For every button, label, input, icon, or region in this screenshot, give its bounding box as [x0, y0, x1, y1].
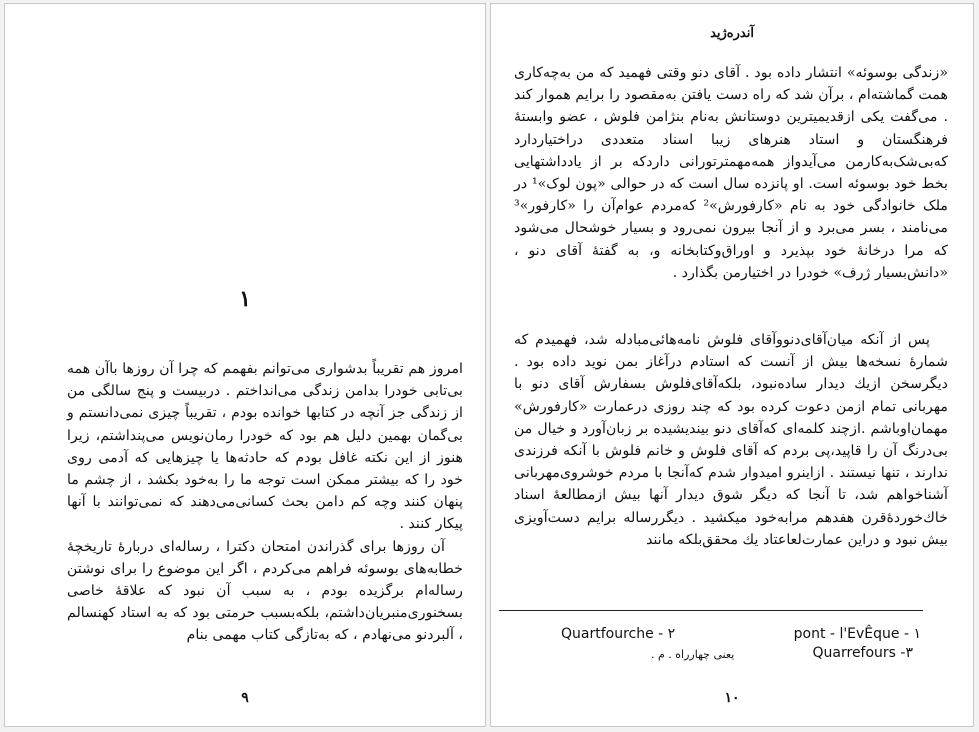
paragraph: پس از آنکه میان‌آقای‌دنوو‌آقای فلوش نامه‌هائی‌مبادله شد، فهمیدم که شمارهٔ نسخه‌ها بیش از آنست که استادم درآغاز بمن نوید داده بود . دیگرسخن ازیك دیدار ساده‌نبود، بلکه‌آقای‌فلوش بسفارش آقای دنو با مهربانی تمام ازمن دعوت کرده بود که چند روزی درعمارت «کارفورش» مهمان‌اوباشم .ازچند کلمه‌ای که‌آقای دنو بیندیشیده بر زبان‌آورد و خیال من بی‌درنگ آن را قاپید،پی بردم که آقای فلوش و خانم فلوش با آنکه فرزندی ندارند ، تنها نیستند . ازاینرو امیدوار شدم که‌آنجا با مردم خوشروی‌مهربانی آشناخواهم شد، تا آنجا که دیگر شوق دیدار آنها بیش ازمطالعهٔ اسناد خاك‌خوردهٔ‌قرن هفدهم مرابه‌خود میکشید . دیگررساله برایم دست‌آویزی بیش نبود و دراین عمارت‌لعاعتاد يك محقق‌بلکه مانند: [514, 332, 948, 548]
paragraph: امروز هم تقریباً بدشواری می‌توانم بفهمم که چرا آن روزها باآن همه بی‌تابی خودرا بدامن زندگی می‌انداختم . دربیست و پنج سالگی من از زندگی جز آنچه در کتابها خوانده بودم ، تقریباً چیزی نمی‌دانستم و بی‌گمان بهمین دلیل هم بود که خودرا رمان‌نویس می‌پنداشتم، زیرا هنوز از این نکته غافل بودم که حادثه‌ها یا چیزهایی که آدمی روی خود را که بیشتر ممکن است توجه ما را به‌خود بکشد ، از چشم ما پنهان کنند وچه کم دامن بحث کسانی‌می‌دهند که نمی‌توانند با آنها پیکار کنند .: [67, 361, 463, 533]
footnote-3: Quarrefours -۳: [812, 645, 913, 661]
right-page: [490, 3, 974, 727]
paragraph: «زندگی بوسوئه» انتشار داده بود . آقای دنو وقتی فهمید که من به‌چه‌کاری همت گماشته‌ام ، برآن شد که راه دست یافتن به‌مقصود را برایم هموار کند . می‌گفت یکی ازقدیمیترین دوستانش به‌نام بنژامن فلوش ، عضو وابستهٔ فرهنگستان و استاد هنرهای زیبا اسناد متعددی دراختیاردارد که‌بی‌شک‌به‌کارمن می‌آیدواز همه‌مهمتر‌تورانی داردکه بر از یادداشتهایی بخط خود بوسوئه است. او پانزده سال است که در حوالی «پون لوک»¹ در ملک خانوادگی خود به نام «کارفورش»² که‌مردم عوام‌آن را «کارفور»³ می‌نامند ، بسر می‌برد و از آنجا بیرون نمی‌رود و بسیار خوشحال می‌شود که مرا درخانهٔ خود بپذیرد و اوراق‌وکتابخانه و، به گفتهٔ آقای دنو ، «دانش‌بسیار ژرف» خودرا در اختیارمن بگذارد .: [514, 65, 948, 281]
paragraph: آن روزها برای گذراندن امتحان دکترا ، رساله‌ای دربارهٔ تاریخچهٔ خطابه‌های بوسوئه فراهم می‌کردم ، اگر این موضوع را برای نوشتن رساله‌ام برگزیده بودم ، به سبب آن نبود که علاقهٔ خاصی بسخنوری‌منبریان‌داشتم، بلکه‌بسبب حرمتی بود که به استاد کهنسالم ، آلبردنو می‌نهادم ، که به‌تازگی کتاب مهمی بنام: [67, 538, 463, 644]
page-number: ۱۰: [724, 690, 740, 706]
footnote-4: یعنی چهارراه . م .: [651, 648, 735, 661]
right-body-text: [514, 62, 948, 284]
footnote-rule: [499, 610, 923, 611]
running-head: آندره‌ژید: [710, 26, 754, 41]
chapter-number: ۱: [239, 286, 251, 312]
page-number: ۹: [241, 690, 249, 706]
footnote-2: Quartfourche - ۲: [561, 626, 676, 642]
left-body-text: [67, 358, 463, 647]
right-body-text-2: [514, 329, 948, 551]
left-page: [4, 3, 486, 727]
footnote-1: pont - l'EvÊque - ۱: [793, 626, 921, 642]
